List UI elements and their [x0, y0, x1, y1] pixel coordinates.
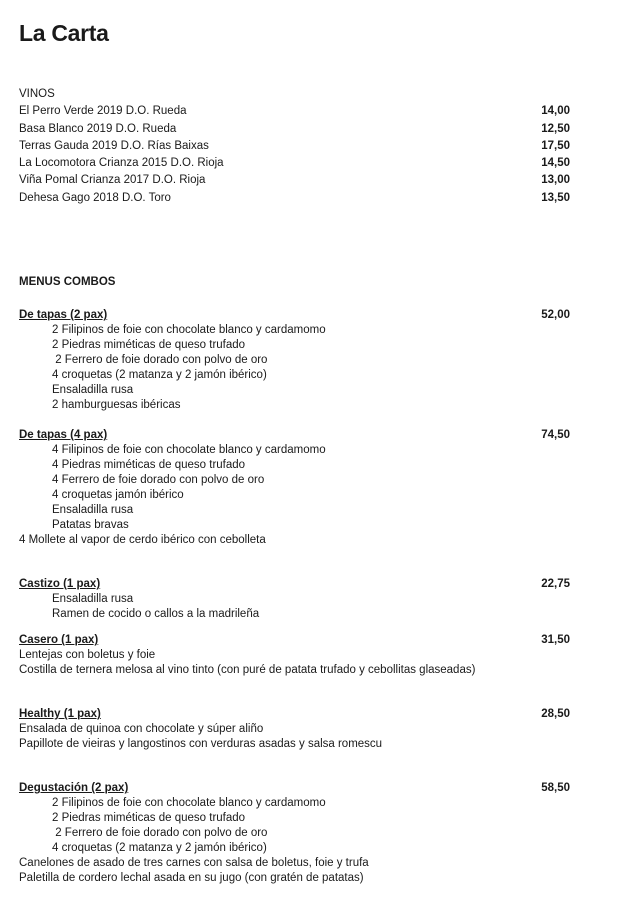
combo-line-item: 4 Ferrero de foie dorado con polvo de oro: [52, 474, 265, 487]
combo-line-item: 2 Ferrero de foie dorado con polvo de oro: [52, 354, 268, 367]
wine-name: Terras Gauda 2019 D.O. Rías Baixas: [19, 139, 209, 152]
combo-name: Casero (1 pax): [19, 634, 99, 647]
wines-section-heading: VINOS: [19, 88, 55, 100]
wine-row: [19, 121, 570, 138]
menus-section-heading: MENUS COMBOS: [19, 276, 116, 289]
combo-header: [19, 633, 570, 648]
combo-header: [19, 707, 570, 722]
combo-line-item: Ensaladilla rusa: [52, 593, 134, 606]
combo-block: [19, 577, 570, 622]
combo-line-item: Ensaladilla rusa: [52, 504, 134, 517]
page-title: La Carta: [19, 20, 109, 46]
combo-block: [19, 781, 570, 886]
wine-row: [19, 103, 570, 120]
combo-lines: [19, 592, 570, 622]
combo-name: De tapas (4 pax): [19, 429, 108, 442]
wine-name: Viña Pomal Crianza 2017 D.O. Rioja: [19, 174, 206, 187]
menus-section: [19, 275, 570, 886]
combo-lines: [19, 648, 570, 678]
combo-line-item: 2 Piedras miméticas de queso trufado: [52, 812, 246, 825]
wine-name: Dehesa Gago 2018 D.O. Toro: [19, 191, 171, 204]
combo-header: [19, 577, 570, 592]
wine-row: [19, 138, 570, 155]
combo-line-item: 4 croquetas (2 matanza y 2 jamón ibérico): [52, 369, 267, 382]
combo-line-item: Paletilla de cordero lechal asada en su jugo (con gratén de patatas): [19, 872, 364, 885]
wine-price: 14,50: [541, 157, 570, 170]
wine-price: 13,50: [541, 191, 570, 204]
combo-line-item: 4 Filipinos de foie con chocolate blanco y cardamomo: [52, 444, 326, 457]
combo-name: Castizo (1 pax): [19, 578, 101, 591]
combo-block: [19, 428, 570, 548]
combo-line-item: 4 Mollete al vapor de cerdo ibérico con cebolleta: [19, 534, 266, 547]
combo-block: [19, 707, 570, 752]
wine-list: [19, 103, 570, 207]
combo-line-item: Ensaladilla rusa: [52, 384, 134, 397]
combo-line-item: Canelones de asado de tres carnes con salsa de boletus, foie y trufa: [19, 857, 369, 870]
combo-price: 28,50: [541, 708, 570, 721]
wine-name: La Locomotora Crianza 2015 D.O. Rioja: [19, 157, 224, 170]
combo-line-item: 2 Filipinos de foie con chocolate blanco y cardamomo: [52, 324, 326, 337]
combo-lines: [19, 323, 570, 413]
combo-name: De tapas (2 pax): [19, 309, 108, 322]
wine-price: 12,50: [541, 122, 570, 135]
combo-lines: [19, 722, 570, 752]
combo-price: 74,50: [541, 429, 570, 442]
combo-line-item: 4 croquetas (2 matanza y 2 jamón ibérico): [52, 842, 267, 855]
combo-line-item: 4 croquetas jamón ibérico: [52, 489, 184, 502]
combo-price: 52,00: [541, 309, 570, 322]
combo-line-item: Patatas bravas: [52, 519, 129, 532]
wine-price: 13,00: [541, 174, 570, 187]
combo-block: [19, 633, 570, 678]
combo-line-item: Papillote de vieiras y langostinos con verduras asadas y salsa romescu: [19, 738, 383, 751]
combo-line-item: 2 Ferrero de foie dorado con polvo de oro: [52, 827, 268, 840]
combo-price: 58,50: [541, 782, 570, 795]
combo-lines: [19, 796, 570, 886]
combo-header: [19, 781, 570, 796]
combo-line-item: Costilla de ternera melosa al vino tinto (con puré de patata trufado y cebollitas glaseadas): [19, 664, 476, 677]
wines-section: [19, 86, 570, 207]
wine-name: El Perro Verde 2019 D.O. Rueda: [19, 105, 187, 118]
combo-line-item: Ramen de cocido o callos a la madrileña: [52, 608, 260, 621]
combo-price: 31,50: [541, 634, 570, 647]
combo-header: [19, 308, 570, 323]
combo-line-item: 2 Filipinos de foie con chocolate blanco y cardamomo: [52, 797, 326, 810]
wine-row: [19, 190, 570, 207]
combo-lines: [19, 443, 570, 548]
wine-price: 17,50: [541, 139, 570, 152]
combo-name: Degustación (2 pax): [19, 782, 129, 795]
combo-line-item: Lentejas con boletus y foie: [19, 649, 156, 662]
wine-row: [19, 155, 570, 172]
combo-line-item: 2 Piedras miméticas de queso trufado: [52, 339, 246, 352]
combo-header: [19, 428, 570, 443]
wine-name: Basa Blanco 2019 D.O. Rueda: [19, 122, 177, 135]
combo-line-item: 2 hamburguesas ibéricas: [52, 399, 181, 412]
combo-line-item: 4 Piedras miméticas de queso trufado: [52, 459, 246, 472]
combo-block: [19, 308, 570, 413]
combo-price: 22,75: [541, 578, 570, 591]
combo-list: [19, 308, 570, 886]
combo-line-item: Ensalada de quinoa con chocolate y súper aliño: [19, 723, 264, 736]
wine-row: [19, 172, 570, 189]
wine-price: 14,00: [541, 105, 570, 118]
combo-name: Healthy (1 pax): [19, 708, 101, 721]
